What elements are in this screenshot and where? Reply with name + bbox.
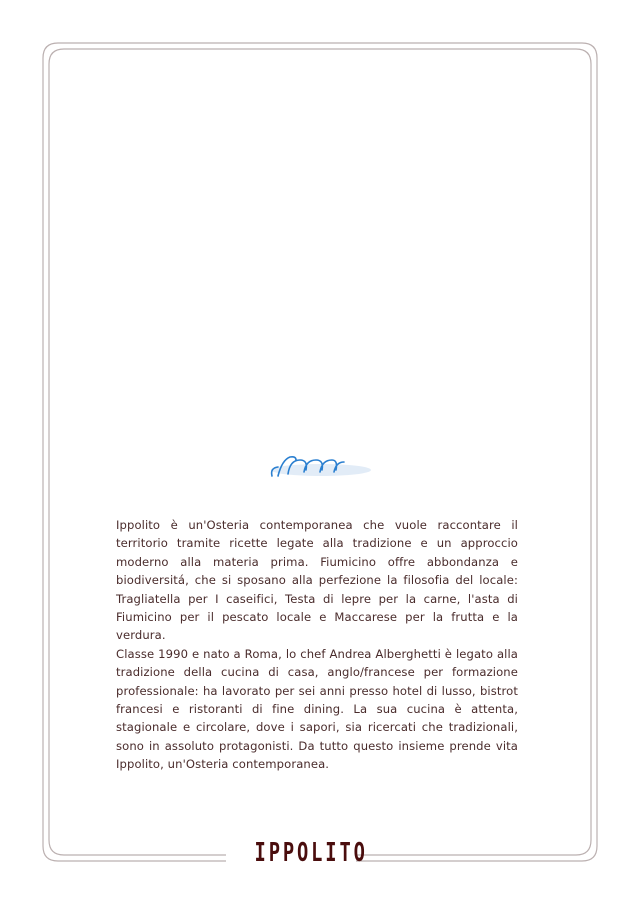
wave-icon — [266, 450, 376, 486]
paragraph-osteria: Ippolito è un'Osteria contemporanea che vuole raccontare il territorio tramite ricette legate alla tradizione e un approccio moderno alla materia prima. Fiumicino offre abbondanza e biodiversitá, che si sposano alla perfezione la filosofia del locale: Tragliatella per I caseifici, Testa di lepre per la carne, l'asta di Fiumicino per il pescato locale e Maccarese per la frutta e la verdura. — [116, 518, 518, 643]
description-text — [116, 516, 518, 774]
brand-logo: IPPOLITO — [254, 838, 368, 868]
paragraph-chef: Classe 1990 e nato a Roma, lo chef Andrea Alberghetti è legato alla tradizione della cucina di casa, anglo/francese per formazione professionale: ha lavorato per sei anni presso hotel di lusso, bistrot francesi e ristoranti di fine dining. La sua cucina è attenta, stagionale e circolare, dove i sapori, sia ricercati che tradizionali, sono in assoluto protagonisti. Da tutto questo insieme prende vita Ippolito, un'Osteria contemporanea. — [116, 646, 518, 772]
